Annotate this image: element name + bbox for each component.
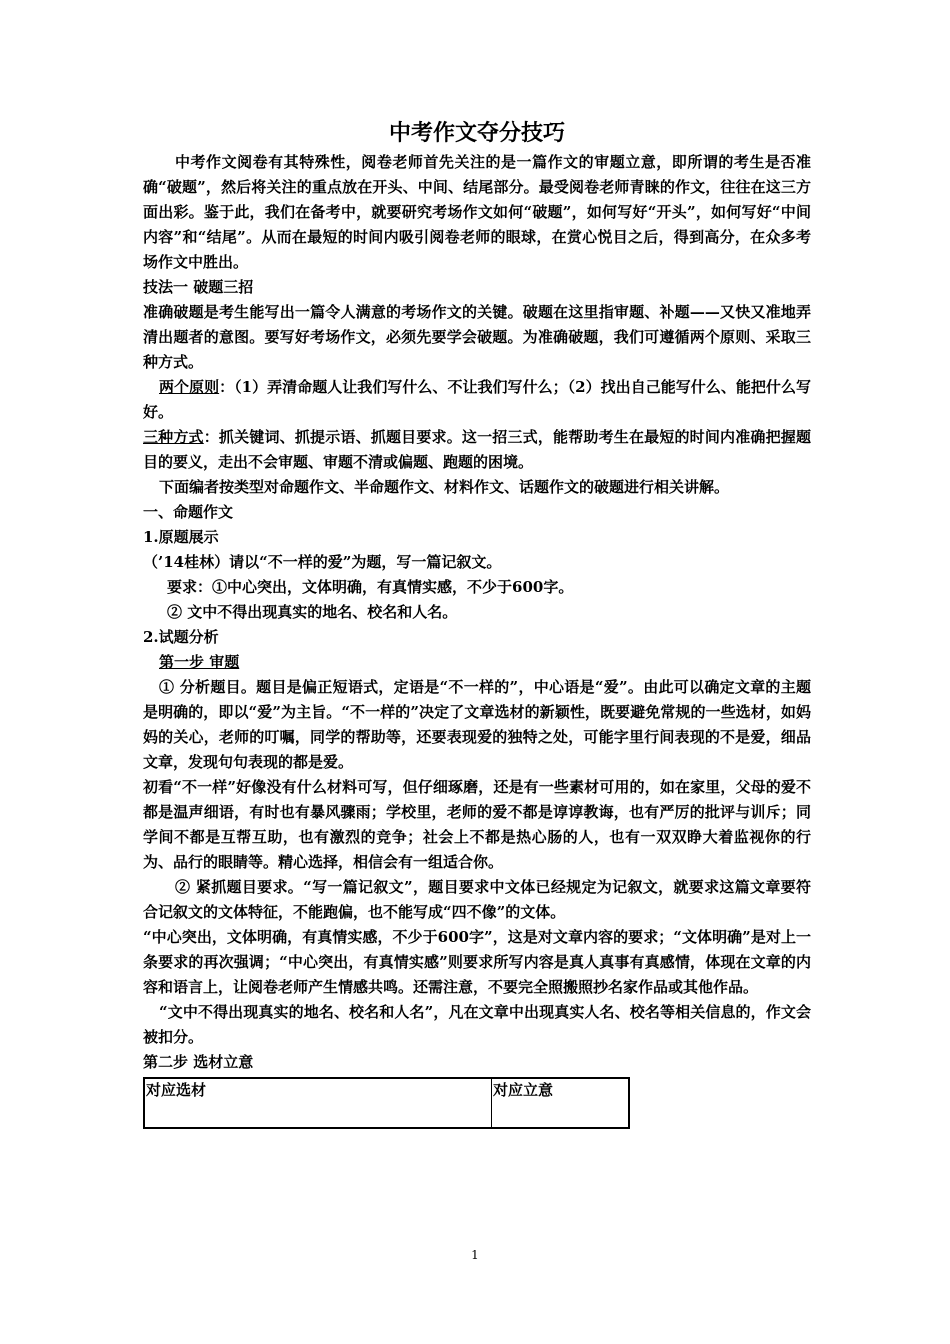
- requirement-1: 要求：①中心突出，文体明确，有真情实感，不少于600字。: [167, 578, 574, 596]
- section-heading: 一、命题作文: [143, 503, 234, 521]
- document-title: 中考作文夺分技巧: [388, 120, 565, 146]
- subheading-1: 1.原题展示: [143, 528, 219, 546]
- step2-heading: 第二步 选材立意: [143, 1053, 254, 1071]
- analysis-2: ② 紧抓题目要求。“写一篇记叙文”，题目要求中文体已经规定为记叙文，就要求这篇文章要符合记叙文的文体特征，不能跑偏，也不能写成“四不像”的文体。: [143, 878, 811, 921]
- requirement-2: ② 文中不得出现真实的地名、校名和人名。: [167, 603, 458, 621]
- two-principles-paragraph: [143, 375, 811, 425]
- table-row: [144, 1078, 629, 1128]
- document-page: [143, 118, 811, 1129]
- two-principles-label: 两个原则: [159, 378, 220, 396]
- method1-body: 准确破题是考生能写出一篇令人满意的考场作文的关键。破题在这里指审题、补题——又快又准地弄清出题者的意图。要写好考场作文，必须先要学会破题。为准确破题，我们可遵循两个原则、采取三种方式。: [143, 303, 811, 371]
- table-header-theme: 对应立意: [492, 1078, 630, 1128]
- step1-heading: [143, 650, 811, 675]
- intro-paragraph: 中考作文阅卷有其特殊性，阅卷老师首先关注的是一篇作文的审题立意，即所谓的考生是否准确“破题”，然后将关注的重点放在开头、中间、结尾部分。最受阅卷老师青睐的作文，往往在这三方面出彩。鉴于此，我们在备考中，就要研究考场作文如何“破题”，如何写好“开头”，如何写好“中间内容”和“结尾”。从而在最短的时间内吸引阅卷老师的眼球，在赏心悦目之后，得到高分，在众多考场作文中胜出。: [143, 153, 811, 271]
- analysis-2b: “中心突出，文体明确，有真情实感，不少于600字”，这是对文章内容的要求；“文体明确”是对上一条要求的再次强调；“中心突出，有真情实感”则要求所写内容是真人真事有真感情，体现在文章的内容和语言上，让阅卷老师产生情感共鸣。还需注意，不要完全照搬照抄名家作品或其他作品。: [143, 928, 811, 996]
- step1-label: 第一步 审题: [159, 653, 240, 671]
- three-ways-label: 三种方式: [143, 428, 204, 446]
- table-header-material: 对应选材: [144, 1078, 492, 1128]
- analysis-1b: 初看“不一样”好像没有什么材料可写，但仔细琢磨，还是有一些素材可用的，如在家里，父母的爱不都是温声细语，有时也有暴风骤雨；学校里，老师的爱不都是谆谆教诲，也有严厉的批评与训斥；同学间不都是互帮互助，也有激烈的竞争；社会上不都是热心肠的人，也有一双双睁大着监视你的行为、品行的眼睛等。精心选择，相信会有一组适合你。: [143, 778, 811, 871]
- types-intro: 下面编者按类型对命题作文、半命题作文、材料作文、话题作文的破题进行相关讲解。: [159, 478, 730, 496]
- page-number: 1: [471, 1248, 479, 1262]
- analysis-2c: “文中不得出现真实的地名、校名和人名”，凡在文章中出现真实人名、校名等相关信息的，作文会被扣分。: [143, 1003, 811, 1046]
- three-ways-paragraph: [143, 425, 811, 475]
- three-ways-text: ：抓关键词、抓提示语、抓题目要求。这一招三式，能帮助考生在最短的时间内准确把握题目的要义，走出不会审题、审题不清或偏题、跑题的困境。: [143, 428, 811, 471]
- selection-table: [143, 1077, 630, 1129]
- analysis-1: ① 分析题目。题目是偏正短语式，定语是“不一样的”，中心语是“爱”。由此可以确定文章的主题是明确的，即以“爱”为主旨。“不一样的”决定了文章选材的新颖性，既要避免常规的一些选材，如妈妈的关心，老师的叮嘱，同学的帮助等，还要表现爱的独特之处，可能字里行间表现的不是爱，细品文章，发现句句表现的都是爱。: [143, 678, 811, 771]
- method1-heading: 技法一 破题三招: [143, 278, 254, 296]
- two-principles-text: ：（1）弄清命题人让我们写什么、不让我们写什么；（2）找出自己能写什么、能把什么写好。: [143, 378, 811, 421]
- question-text: （’14桂林）请以“不一样的爱”为题，写一篇记叙文。: [143, 553, 502, 571]
- subheading-2: 2.试题分析: [143, 628, 219, 646]
